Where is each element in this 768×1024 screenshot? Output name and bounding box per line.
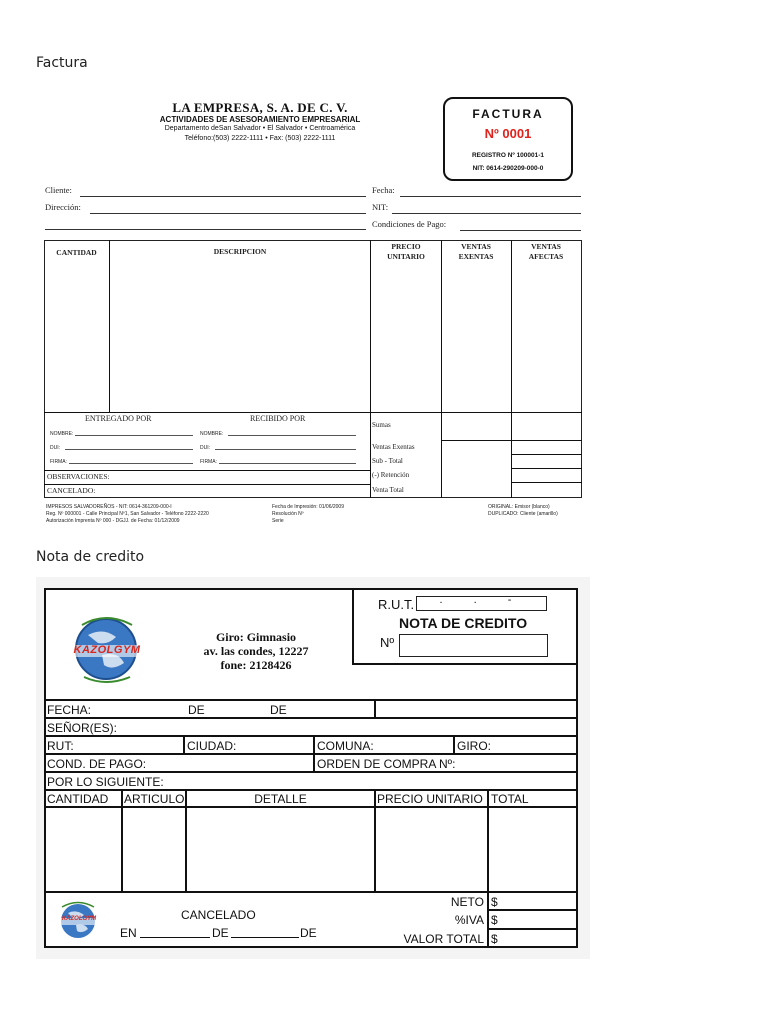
condiciones-label: Condiciones de Pago: xyxy=(372,219,447,229)
col-total: TOTAL xyxy=(491,792,529,806)
recibido-label: RECIBIDO POR xyxy=(250,414,306,423)
entregado-label: ENTREGADO POR xyxy=(85,414,152,423)
cancelado-de-1: DE xyxy=(212,926,229,940)
company-phone: Teléfono:(503) 2222-1111 • Fax: (503) 2222-1111 xyxy=(184,135,336,142)
col-descripcion: DESCRIPCION xyxy=(213,247,267,256)
de-line[interactable] xyxy=(231,937,299,938)
iva-dollar: $ xyxy=(491,913,498,927)
col-cantidad: CANTIDAD xyxy=(56,248,97,257)
direccion-line[interactable] xyxy=(90,213,366,214)
items-table xyxy=(44,240,582,498)
orden-compra-label: ORDEN DE COMPRA Nº: xyxy=(317,757,456,771)
giro-label: GIRO: xyxy=(457,739,492,753)
rut-value: . . - xyxy=(439,594,526,606)
valor-total-label: VALOR TOTAL xyxy=(403,932,484,946)
printer-line-1: IMPRESOS SALVADOREÑOS - NIT: 0614-361209-000-I xyxy=(46,504,172,510)
venta-total-label: Venta Total xyxy=(372,486,404,494)
gym-logo-small xyxy=(54,899,104,943)
neto-dollar: $ xyxy=(491,895,498,909)
numero-field[interactable] xyxy=(399,634,548,657)
col-cantidad-nc: CANTIDAD xyxy=(47,792,109,806)
ventas-exentas-label: Ventas Exentas xyxy=(372,443,415,451)
fecha-de-2: DE xyxy=(270,703,287,717)
cancelado-label: CANCELADO: xyxy=(47,486,96,495)
printer-mid-3: Serie xyxy=(272,518,284,524)
retencion-label: (-) Retención xyxy=(372,471,410,479)
nit-line[interactable] xyxy=(392,213,581,214)
recibido-nombre: NOMBRE: xyxy=(200,431,224,437)
senor-label: SEÑOR(ES): xyxy=(47,721,118,735)
printer-line-2: Reg. Nº 000001 - Calle Principal Nº1, San Salvador - Teléfono 2222-2220 xyxy=(46,511,209,517)
en-line[interactable] xyxy=(140,937,210,938)
factura-document xyxy=(40,90,588,535)
nota-title: NOTA DE CREDITO xyxy=(399,615,528,631)
cancelado-en: EN xyxy=(120,926,137,940)
col-afectas: VENTAS AFECTAS xyxy=(528,242,564,261)
fecha-de-1: DE xyxy=(188,703,205,717)
cliente-line[interactable] xyxy=(80,196,366,197)
cancelado-label-nc: CANCELADO xyxy=(181,908,256,922)
address-text: av. las condes, 12227 xyxy=(203,644,309,658)
company-name: LA EMPRESA, S. A. DE C. V. xyxy=(172,100,348,115)
invoice-number: Nº 0001 xyxy=(484,126,532,141)
neto-label: NETO xyxy=(450,895,484,909)
total-dollar: $ xyxy=(491,932,498,946)
sub-total-label: Sub - Total xyxy=(372,457,403,465)
logo-text-small: KAZOLGYM xyxy=(61,916,97,922)
cancelado-de-2: DE xyxy=(300,926,317,940)
fecha-label-nc: FECHA: xyxy=(47,703,92,717)
rut-label: R.U.T. xyxy=(378,597,415,612)
logo-text: KAZOLGYM xyxy=(73,644,141,656)
col-exentas: VENTAS EXENTAS xyxy=(458,242,494,261)
sumas-label: Sumas xyxy=(372,421,391,429)
col-precio: PRECIO UNITARIO xyxy=(387,242,425,261)
company-activity: ACTIVIDADES DE ASESORAMIENTO EMPRESARIAL xyxy=(159,115,361,124)
entregado-nombre: NOMBRE: xyxy=(50,431,74,437)
entregado-firma: FIRMA: xyxy=(50,459,67,465)
printer-right-1: ORIGINAL: Emisor (blanco) xyxy=(488,504,550,510)
company-address: Departamento deSan Salvador • El Salvador • Centroamérica xyxy=(164,125,356,132)
factura-section-title: Factura xyxy=(36,55,88,71)
phone-text: fone: 2128426 xyxy=(220,658,292,672)
fecha-label: Fecha: xyxy=(372,185,395,195)
col-detalle: DETALLE xyxy=(254,792,307,806)
direccion-line-2[interactable] xyxy=(45,229,366,230)
nota-section-title: Nota de credito xyxy=(36,549,145,565)
invoice-number-box xyxy=(443,97,573,181)
col-precio-unitario: PRECIO UNITARIO xyxy=(377,792,483,806)
invoice-registro: REGISTRO Nº 100001-1 xyxy=(471,152,545,159)
printer-right-2: DUPLICADO: Cliente (amarillo) xyxy=(488,511,558,517)
numero-label: Nº xyxy=(380,635,395,650)
invoice-nit: NIT: 0614-290209-000-0 xyxy=(472,165,544,172)
invoice-title: FACTURA xyxy=(472,107,544,121)
giro-text: Giro: Gimnasio xyxy=(215,630,297,644)
recibido-dui: DUI: xyxy=(200,445,210,451)
cond-pago-label: COND. DE PAGO: xyxy=(47,757,147,771)
rut-field[interactable] xyxy=(416,596,547,611)
iva-label: %IVA xyxy=(454,913,484,927)
direccion-label: Dirección: xyxy=(45,202,81,212)
printer-line-3: Autorización Imprenta Nº 000 - DGJJ. de Fecha: 01/12/2009 xyxy=(46,518,180,524)
entregado-dui: DUI: xyxy=(50,445,60,451)
nota-document xyxy=(36,577,590,959)
recibido-firma: FIRMA: xyxy=(200,459,217,465)
comuna-label: COMUNA: xyxy=(317,739,374,753)
cliente-label: Cliente: xyxy=(45,185,72,195)
rut-label-nc: RUT: xyxy=(47,739,74,753)
nit-label: NIT: xyxy=(372,202,389,212)
ciudad-label: CIUDAD: xyxy=(187,739,237,753)
printer-mid-2: Resolución Nº xyxy=(272,511,304,517)
fecha-line[interactable] xyxy=(400,196,581,197)
printer-mid-1: Fecha de Impresión: 01/06/2009 xyxy=(272,504,344,510)
por-lo-siguiente-label: POR LO SIGUIENTE: xyxy=(47,775,164,789)
condiciones-line[interactable] xyxy=(460,230,581,231)
col-articulo: ARTICULO xyxy=(124,792,185,806)
gym-logo xyxy=(58,607,158,687)
observaciones-label: OBSERVACIONES: xyxy=(47,472,110,481)
